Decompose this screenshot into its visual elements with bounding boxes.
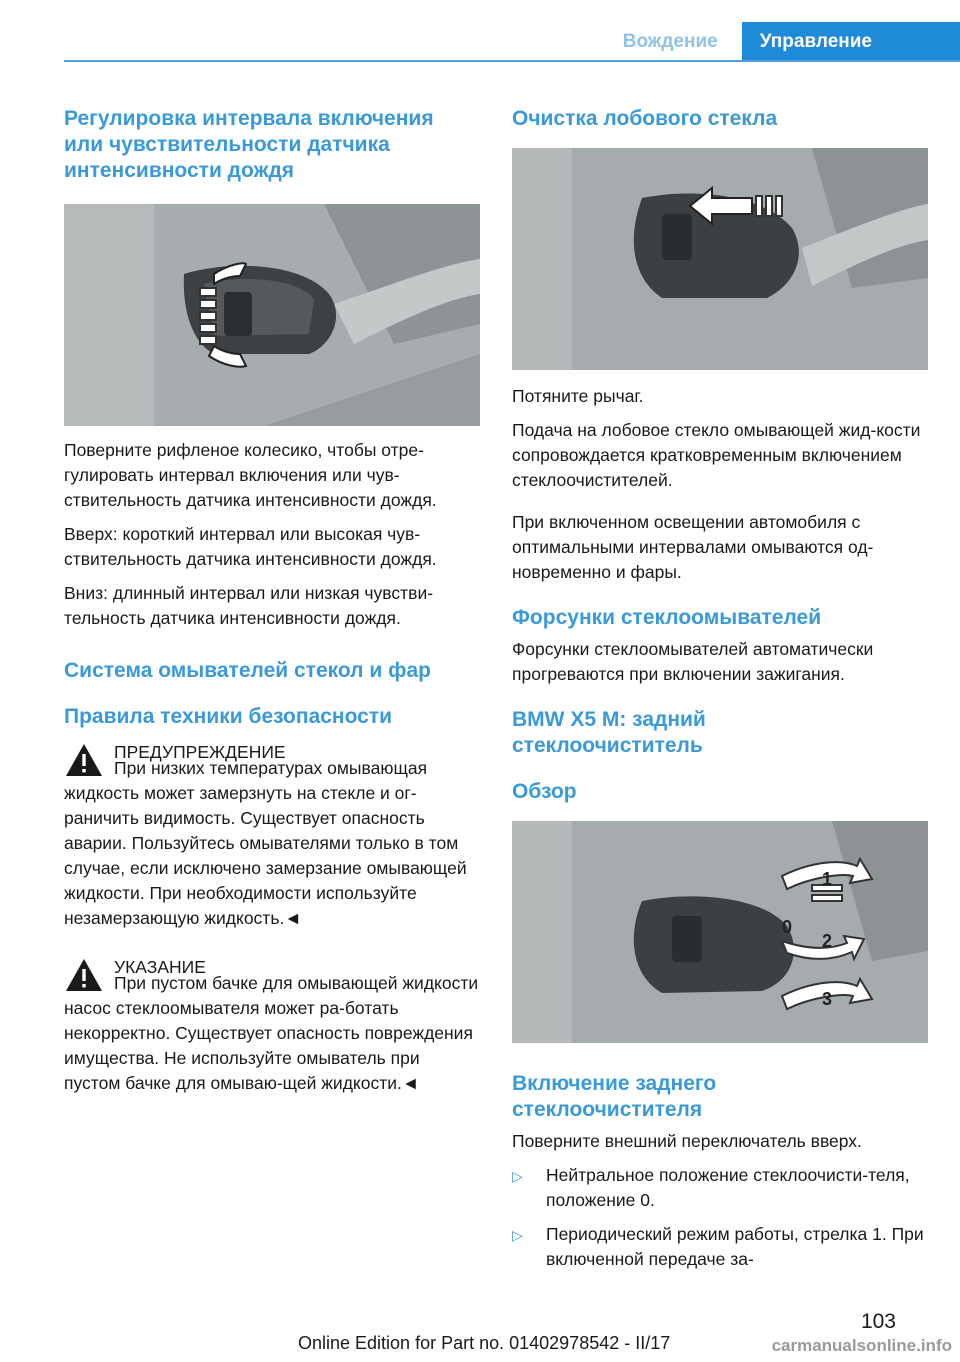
para-nozzles: Форсунки стеклоомывателей автоматически прогреваются при включении зажигания. bbox=[512, 639, 874, 684]
page-number: 103 bbox=[860, 1310, 896, 1333]
figure-rain-sensor-wheel bbox=[64, 204, 480, 426]
heading-interval-adjust: Регулировка интервала включения или чувствительности датчика интенсивности дождя bbox=[64, 107, 434, 182]
note-title: УКАЗАНИЕ bbox=[114, 957, 206, 977]
header-rule bbox=[64, 60, 960, 62]
bullet-intermittent-mode: Периодический режим работы, стрелка 1. При включенной передаче за- bbox=[546, 1224, 924, 1269]
para-up: Вверх: короткий интервал или высокая чув-ствительность датчика интенсивности дождя. bbox=[64, 524, 437, 569]
para-pull-lever: Потяните рычаг. bbox=[512, 386, 644, 406]
position-label-2: 2 bbox=[822, 931, 833, 951]
heading-overview: Обзор bbox=[512, 780, 577, 803]
edition-line: Online Edition for Part no. 01402978542 - II/17 bbox=[298, 1333, 671, 1353]
heading-washer-nozzles: Форсунки стеклоомывателей bbox=[512, 606, 822, 629]
warning-title: ПРЕДУПРЕЖДЕНИЕ bbox=[114, 742, 286, 762]
note-block-empty-tank bbox=[64, 955, 480, 1096]
warning-block-freeze bbox=[64, 740, 480, 931]
warning-body-freeze: При низких температурах омывающая жидкость может замерзнуть на стекле и ог-раничить видимость. Существует опасность аварии. Пользуйтесь омывателями только в том случае, если исключено замерзание омывающей жидкости. При необходимости используйте незамерзающую жидкость.◄ bbox=[64, 758, 467, 928]
para-fluid-feed: Подача на лобовое стекло омывающей жид-кости сопровождается кратковременным включением стеклоочистителей. bbox=[512, 420, 921, 490]
page-header bbox=[64, 22, 960, 62]
position-label-0: 0 bbox=[782, 917, 793, 937]
heading-windshield-cleaning: Очистка лобового стекла bbox=[512, 107, 778, 130]
triangle-bullet-icon: ▷ bbox=[512, 1168, 523, 1184]
heading-safety-rules: Правила техники безопасности bbox=[64, 705, 393, 728]
tab-controls[interactable]: Управление bbox=[742, 22, 960, 62]
left-column bbox=[64, 102, 480, 1096]
page-footer bbox=[861, 1310, 896, 1334]
watermark: carmanualsonline.info bbox=[771, 1336, 952, 1355]
para-rear-wiper-on: Поверните внешний переключатель вверх. bbox=[512, 1131, 862, 1151]
heading-washer-system: Система омывателей стекол и фар bbox=[64, 659, 431, 682]
stalk-wheel-illustration bbox=[64, 204, 480, 426]
figure-pull-lever bbox=[512, 148, 928, 370]
list-item bbox=[512, 1163, 928, 1213]
tab-driving[interactable]: Вождение bbox=[622, 31, 718, 52]
position-label-3: 3 bbox=[822, 989, 833, 1009]
para-down: Вниз: длинный интервал или низкая чувстви-тельность датчика интенсивности дождя. bbox=[64, 583, 434, 628]
para-headlights: При включенном освещении автомобиля с оптимальными интервалами омываются од-новременно и фары. bbox=[512, 512, 874, 582]
figure-rear-wiper-positions bbox=[512, 821, 928, 1043]
pull-lever-illustration bbox=[512, 148, 928, 370]
right-column bbox=[512, 102, 928, 1272]
para-turn-wheel: Поверните рифленое колесико, чтобы отре-гулировать интервал включения или чув-ствительность датчика интенсивности дождя. bbox=[64, 440, 437, 510]
position-label-1: 1 bbox=[822, 869, 833, 889]
triangle-bullet-icon: ▷ bbox=[512, 1227, 523, 1243]
heading-rear-wiper-on: Включение заднего стеклоочистителя bbox=[512, 1072, 717, 1121]
heading-rear-wiper: BMW X5 M: задний стеклоочиститель bbox=[512, 708, 706, 757]
rear-wiper-illustration bbox=[512, 821, 928, 1043]
note-body-empty-tank: При пустом бачке для омывающей жидкости насос стеклоомывателя может ра-ботать некорректно. Существует опасность повреждения имущества. Не используйте омыватель при пустом бачке для омываю-щей жидкости.◄ bbox=[64, 973, 479, 1093]
list-item bbox=[512, 1222, 928, 1272]
bullet-neutral-position: Нейтральное положение стеклоочисти-теля, положение 0. bbox=[546, 1165, 910, 1210]
